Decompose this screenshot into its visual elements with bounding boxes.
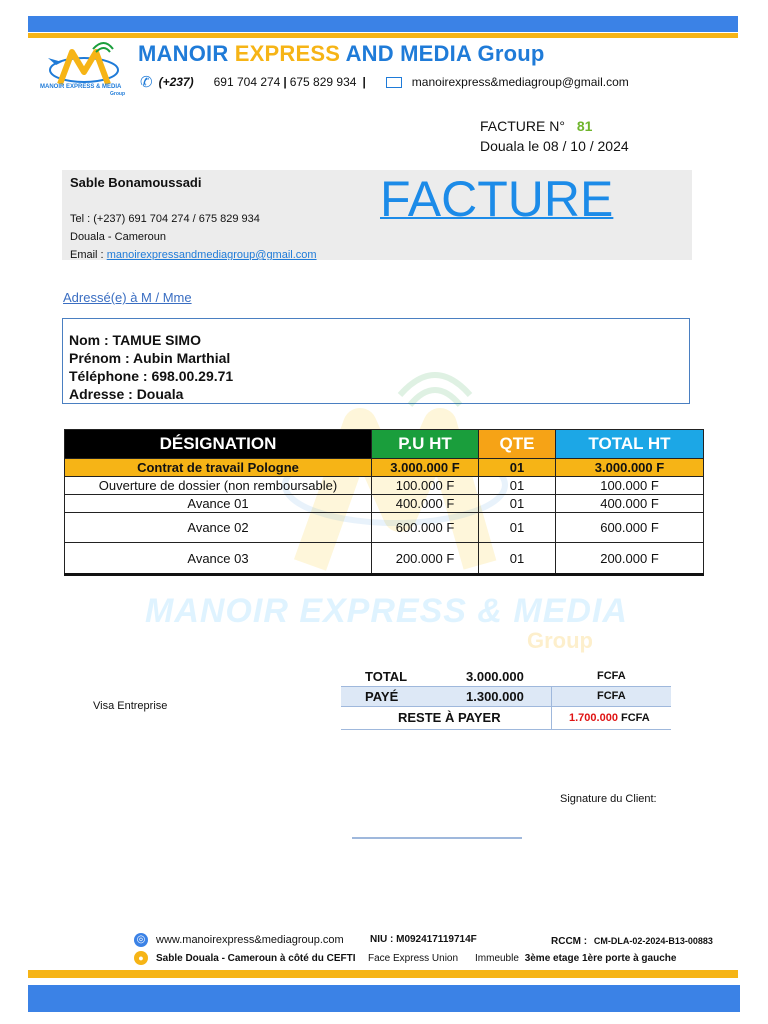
footer-floor: 3ème etage 1ère porte à gauche: [524, 953, 677, 964]
row-unit-price: 400.000 F: [372, 495, 479, 513]
contact-line: [140, 73, 629, 91]
issuer-name: Sable Bonamoussadi: [70, 175, 202, 190]
items-table: [64, 429, 704, 576]
logo-sub: Group: [110, 91, 125, 97]
row-designation: Contrat de travail Pologne: [65, 459, 372, 477]
row-unit-price: 600.000 F: [372, 513, 479, 543]
total-currency: FCFA: [597, 670, 626, 682]
paid-currency: FCFA: [597, 690, 626, 702]
signature-label: Signature du Client:: [560, 793, 657, 805]
row-unit-price: 100.000 F: [372, 477, 479, 495]
table-row: [65, 495, 704, 513]
due-currency: FCFA: [621, 712, 650, 724]
row-designation: Ouverture de dossier (non remboursable): [65, 477, 372, 495]
due-value: 1.700.000: [569, 712, 618, 724]
client-adresse: Adresse : Douala: [69, 386, 184, 402]
row-total: 400.000 F: [556, 495, 704, 513]
phone-divider: |: [283, 75, 287, 89]
company-name-part3: AND MEDIA Group: [340, 41, 545, 66]
row-unit-price: 200.000 F: [372, 543, 479, 575]
client-nom: Nom : TAMUE SIMO: [69, 332, 201, 348]
location-icon: ●: [134, 951, 148, 965]
phone-icon: ✆: [140, 74, 153, 91]
bottom-blue-bar: [28, 985, 740, 1012]
company-name-part1: MANOIR: [138, 41, 235, 66]
row-unit-price: 3.000.000 F: [372, 459, 479, 477]
paid-label: PAYÉ: [365, 689, 399, 704]
company-name: [138, 41, 545, 67]
footer-face: Face Express Union: [368, 953, 459, 964]
company-email: manoirexpress&mediagroup@gmail.com: [411, 75, 629, 89]
invoice-date: Douala le 08 / 10 / 2024: [480, 138, 629, 154]
due-cell-divider: [551, 707, 552, 729]
logo-text: MANOIR EXPRESS & MEDIA: [40, 84, 122, 90]
totals-block: [341, 666, 671, 730]
footer-rccm: [551, 936, 713, 947]
mail-icon: [386, 77, 402, 88]
footer-rccm-label: RCCM :: [551, 936, 588, 947]
visa-label: Visa Entreprise: [93, 700, 168, 712]
header-designation: DÉSIGNATION: [65, 430, 372, 459]
invoice-number: 81: [576, 118, 593, 134]
company-name-part2: EXPRESS: [234, 41, 341, 66]
footer-website[interactable]: www.manoirexpress&mediagroup.com: [156, 934, 344, 946]
issuer-city: Douala - Cameroun: [70, 231, 166, 243]
addressee-heading: Adressé(e) à M / Mme: [63, 290, 192, 305]
table-header-row: [65, 430, 704, 459]
due-label: RESTE À PAYER: [398, 710, 501, 725]
paid-row: [341, 686, 671, 707]
top-yellow-bar: [28, 33, 738, 38]
footer-building: [475, 953, 676, 964]
phone-1: 691 704 274: [213, 75, 281, 89]
client-prenom: Prénom : Aubin Marthial: [69, 350, 231, 366]
footer-rccm-value: CM-DLA-02-2024-B13-00883: [593, 936, 713, 946]
issuer-tel: Tel : (+237) 691 704 274 / 675 829 934: [70, 213, 260, 225]
table-row: [65, 477, 704, 495]
due-amount: [569, 712, 650, 724]
client-telephone: Téléphone : 698.00.29.71: [69, 368, 234, 384]
row-total: 600.000 F: [556, 513, 704, 543]
issuer-email-label: Email :: [70, 249, 107, 260]
company-logo: [38, 40, 130, 98]
header-unit-price: P.U HT: [372, 430, 479, 459]
paid-cell-divider: [551, 687, 552, 706]
header-total: TOTAL HT: [556, 430, 704, 459]
watermark-sub: Group: [527, 628, 593, 653]
contact-divider: |: [362, 75, 366, 89]
header-quantity: QTE: [479, 430, 556, 459]
row-quantity: 01: [479, 459, 556, 477]
table-row: [65, 513, 704, 543]
row-total: 3.000.000 F: [556, 459, 704, 477]
invoice-number-line: [480, 118, 592, 134]
invoice-label: FACTURE: [480, 118, 546, 134]
globe-icon: ◎: [134, 933, 148, 947]
watermark-text: MANOIR EXPRESS & MEDIA: [145, 592, 628, 630]
top-blue-bar: [28, 16, 738, 32]
phone-2: 675 829 934: [289, 75, 357, 89]
row-quantity: 01: [479, 543, 556, 575]
signature-line: [352, 837, 522, 839]
footer-immeuble: Immeuble: [475, 953, 519, 964]
row-total: 100.000 F: [556, 477, 704, 495]
document-title: FACTURE: [380, 171, 614, 227]
issuer-email-line: [70, 249, 317, 260]
row-designation: Avance 01: [65, 495, 372, 513]
total-label: TOTAL: [365, 669, 408, 684]
total-value: 3.000.000: [466, 669, 524, 684]
footer-niu: NIU : M092417119714F: [370, 934, 477, 945]
row-designation: Avance 03: [65, 543, 372, 575]
phone-prefix: (+237): [158, 75, 194, 89]
row-quantity: 01: [479, 495, 556, 513]
row-quantity: 01: [479, 513, 556, 543]
row-total: 200.000 F: [556, 543, 704, 575]
bottom-yellow-bar: [28, 970, 738, 978]
due-row: [341, 707, 671, 730]
table-row: [65, 459, 704, 477]
paid-value: 1.300.000: [466, 689, 524, 704]
total-row: [341, 666, 671, 686]
table-row: [65, 543, 704, 575]
invoice-number-symbol: N°: [549, 118, 565, 134]
row-designation: Avance 02: [65, 513, 372, 543]
row-quantity: 01: [479, 477, 556, 495]
footer-address: Sable Douala - Cameroun à côté du CEFTI: [156, 953, 356, 964]
issuer-email-link[interactable]: manoirexpressandmediagroup@gmail.com: [106, 249, 317, 260]
